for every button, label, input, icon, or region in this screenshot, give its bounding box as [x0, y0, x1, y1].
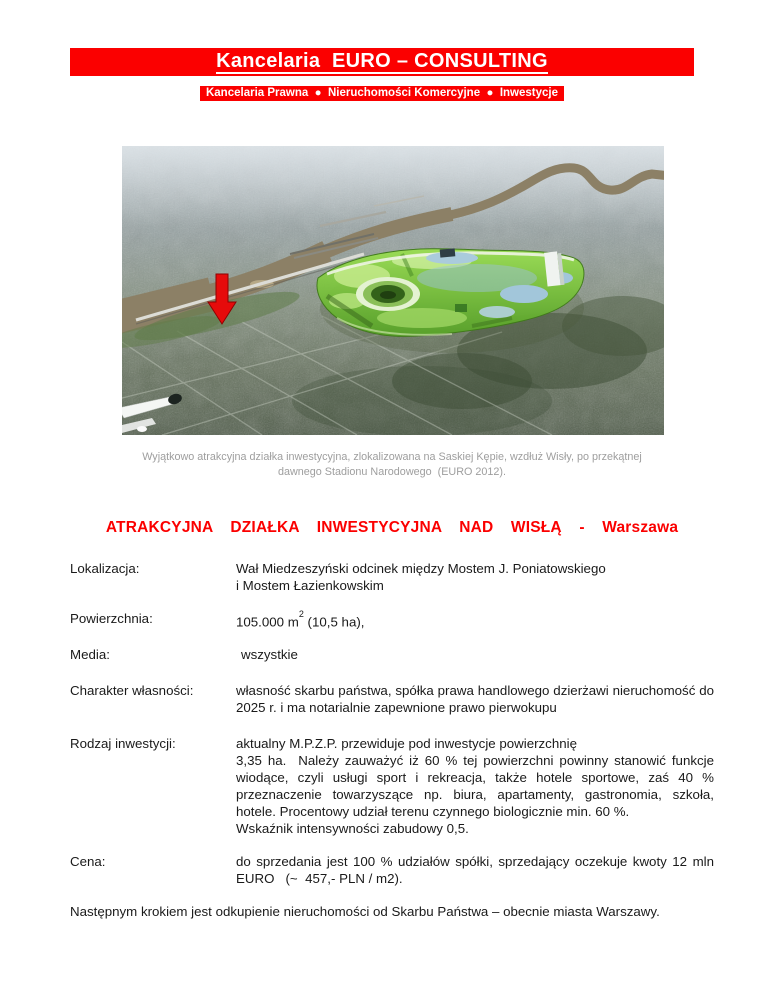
property-details [70, 560, 714, 887]
detail-value: własność skarbu państwa, spółka prawa handlowego dzierżawi nieruchomość do 2025 r. i ma notarialnie zapewnione prawo pierwokupu [236, 683, 714, 716]
header-bar [70, 48, 694, 76]
superscript: 2 [298, 609, 304, 619]
detail-label: Lokalizacja: [70, 561, 140, 576]
detail-value: 105.000 $m^2$ (10,5 ha), [236, 609, 365, 630]
stadium-shape [356, 277, 420, 311]
detail-row-media [70, 646, 714, 663]
detail-row-lokalizacja [70, 560, 714, 594]
services-tagline: Kancelaria Prawna ● Nieruchomości Komercyjne ● Inwestycje [200, 86, 564, 101]
detail-value: wszystkie [241, 647, 298, 663]
detail-row-rodzaj-inwestycji [70, 735, 714, 837]
detail-row-powierzchnia [70, 610, 714, 630]
tagline-row [70, 83, 694, 101]
detail-value-outro: Wskaźnik intensywności zabudowy 0,5. [236, 821, 469, 837]
detail-label: Charakter własności: [70, 683, 194, 699]
dark-building [440, 248, 456, 257]
detail-label: Powierzchnia: [70, 611, 153, 626]
detail-label: Cena: [70, 854, 106, 870]
detail-value-intro: aktualny M.P.Z.P. przewiduje pod inwestycje powierzchnię [236, 736, 577, 752]
white-tower [544, 251, 564, 287]
listing-headline: ATRAKCYJNA DZIAŁKA INWESTYCYJNA NAD WISŁĄ - Warszawa [105, 519, 679, 536]
aerial-photo-canvas [122, 146, 664, 435]
company-title: Kancelaria EURO – CONSULTING [216, 50, 548, 72]
detail-label: Media: [70, 647, 110, 663]
development-site-overlay [317, 248, 584, 353]
footer-note: Następnym krokiem jest odkupienie nieruchomości od Skarbu Państwa – obecnie miasta Warszawy. [70, 904, 660, 920]
aerial-photo [122, 146, 664, 435]
detail-value: Wał Miedzeszyński odcinek między Mostem J. Poniatowskiego i Mostem Łazienkowskim [236, 561, 606, 593]
detail-value-body: 3,35 ha. Należy zauważyć iż 60 % tej powierzchni powinny stanowić funkcje wiodące, czyli usługi sport i rekreacja, także hotele sportowe, zaś 40 % przeznaczenie towarzyszące np. biura, apartamenty, gastronomia, szkoła, hotele. Procentowy udział terenu czynnego biologicznie min. 60 %. [236, 753, 714, 820]
detail-value: do sprzedania jest 100 % udziałów spółki, sprzedający oczekuje kwoty 12 mln EURO (~ 457,- PLN / m2). [236, 854, 714, 887]
detail-value [236, 735, 714, 837]
detail-label: Rodzaj inwestycji: [70, 736, 176, 752]
photo-caption: Wyjątkowo atrakcyjna działka inwestycyjna, zlokalizowana na Saskiej Kępie, wzdłuż Wisły, po przekątnej dawnego Stadionu Narodowego (EURO 2012). [142, 451, 642, 478]
detail-row-charakter-wlasnosci [70, 682, 714, 716]
detail-row-cena [70, 853, 714, 887]
